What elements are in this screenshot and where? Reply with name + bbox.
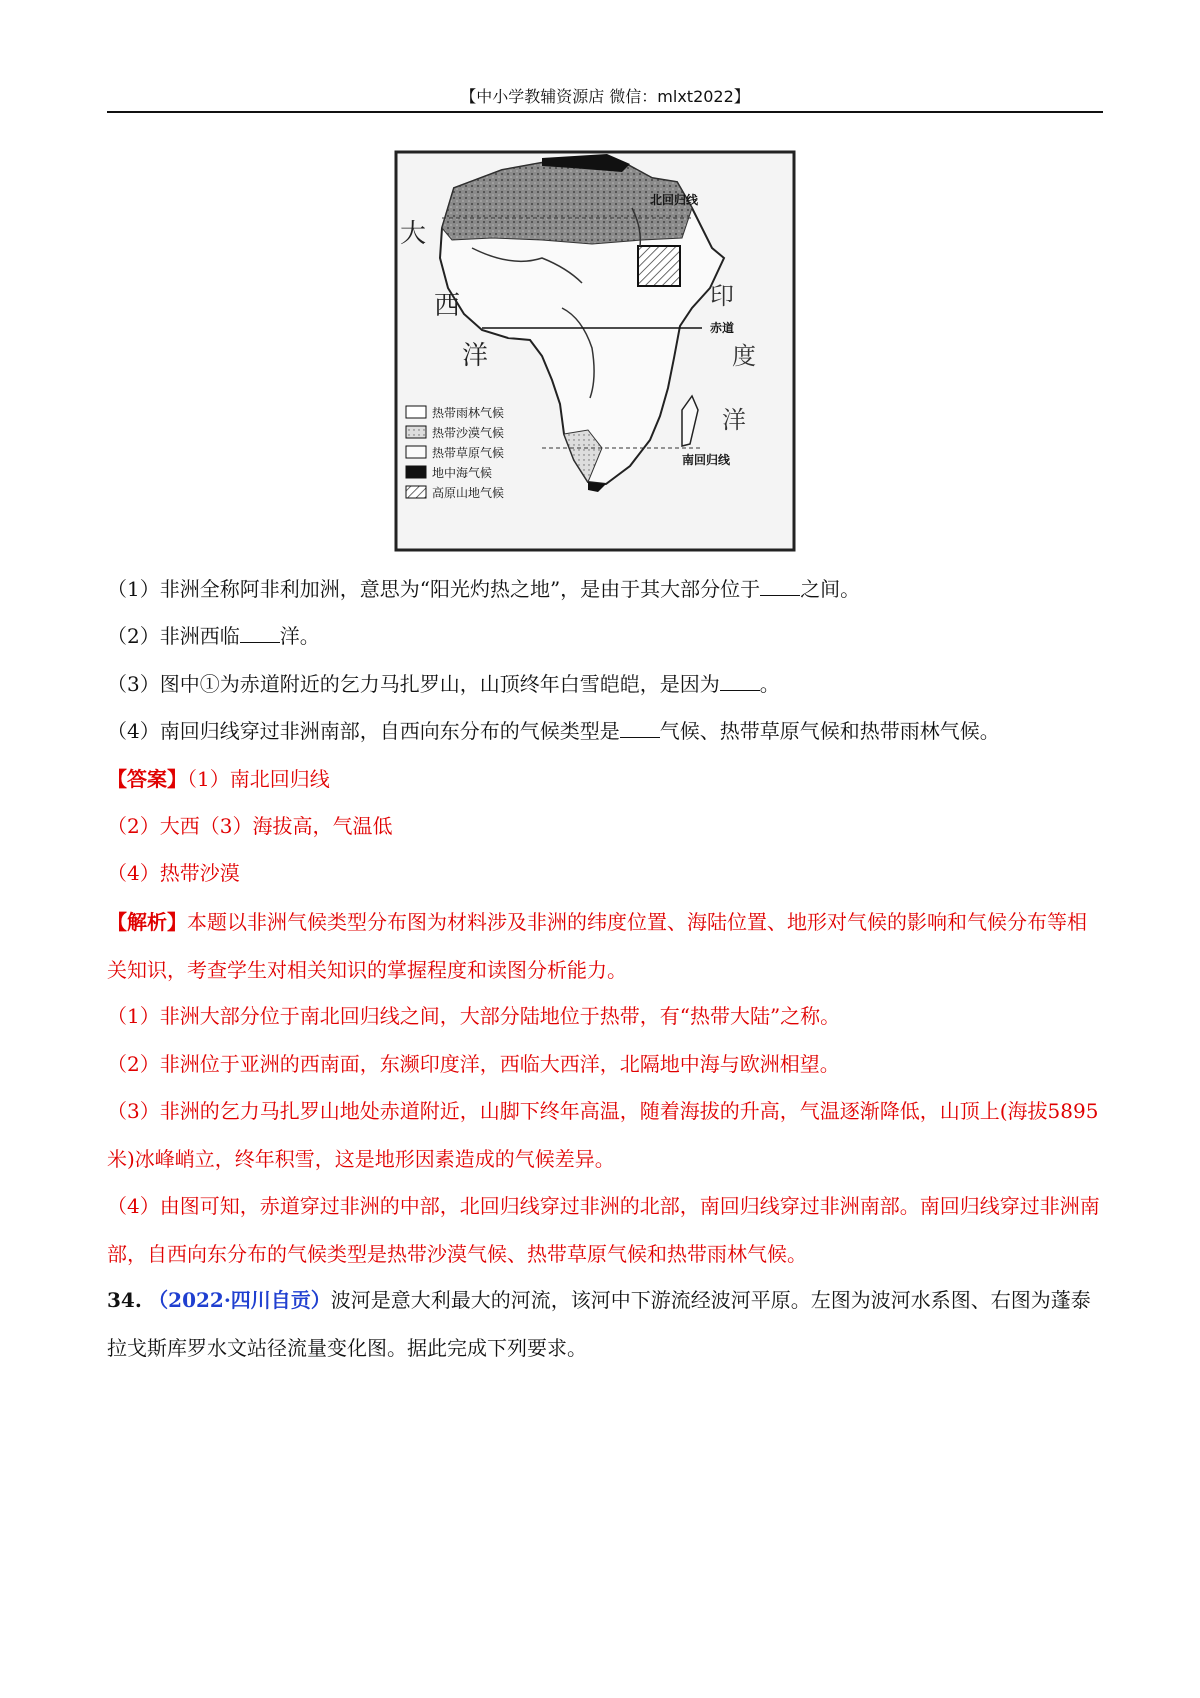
header-divider [107, 111, 1103, 113]
analysis-p4: （4）由图可知，赤道穿过非洲的中部，北回归线穿过非洲的北部，南回归线穿过非洲南部。南回归线穿过非洲南部，自西向东分布的气候类型是热带沙漠气候、热带草原气候和热带雨林气候。 [107, 1194, 1100, 1266]
answer-blank [240, 624, 280, 643]
question-2-tail: 洋。 [279, 624, 320, 648]
question-3-tail: 。 [759, 672, 780, 696]
legend-savanna: 热带草原气候 [432, 446, 505, 460]
analysis-intro-text: 本题以非洲气候类型分布图为材料涉及非洲的纬度位置、海陆位置、地形对气候的影响和气候分布等相关知识，考查学生对相关知识的掌握程度和读图分析能力。 [107, 910, 1087, 982]
analysis-p1: （1）非洲大部分位于南北回归线之间，大部分陆地位于热带，有“热带大陆”之称。 [107, 1004, 841, 1028]
question-4-text: （4）南回归线穿过非洲南部，自西向东分布的气候类型是 [107, 719, 620, 743]
answer-blank [720, 672, 760, 691]
answer-blank [760, 577, 800, 596]
question-1-text: （1）非洲全称阿非利加洲，意思为“阳光灼热之地”，是由于其大部分位于 [107, 577, 761, 601]
label-equator: 赤道 [710, 321, 735, 335]
analysis-p2: （2）非洲位于亚洲的西南面，东濒印度洋，西临大西洋，北隔地中海与欧洲相望。 [107, 1052, 840, 1076]
legend-mediterranean: 地中海气候 [432, 466, 493, 480]
answer-line-1 [107, 764, 330, 794]
legend-highland: 高原山地气候 [432, 486, 505, 500]
analysis-intro [107, 898, 1103, 994]
question-4-tail: 气候、热带草原气候和热带雨林气候。 [659, 719, 1000, 743]
page-header: 【中小学教辅资源店 微信：mlxt2022】 [460, 87, 750, 106]
question-34-number: 34. [107, 1288, 142, 1312]
label-ocean-w3: 洋 [462, 341, 489, 371]
label-ocean-w1: 大 [400, 219, 427, 249]
legend-swatch-desert [406, 426, 426, 438]
answer-line-3: （4）热带沙漠 [107, 861, 240, 885]
question-3 [107, 669, 780, 699]
label-tropic-north: 北回归线 [650, 193, 699, 207]
legend-desert: 热带沙漠气候 [432, 426, 505, 440]
analysis-tag: 【解析】 [107, 910, 187, 934]
africa-climate-map [392, 148, 798, 554]
answer-tag: 【答案】 [107, 767, 187, 791]
legend-swatch-highland [406, 486, 426, 498]
answer-blank [620, 719, 660, 738]
analysis-p3: （3）非洲的乞力马扎罗山地处赤道附近，山脚下终年高温，随着海拔的升高，气温逐渐降低，山顶上(海拔5895米)冰峰峭立，终年积雪，这是地形因素造成的气候差异。 [107, 1099, 1099, 1171]
question-34-source: （2022·四川自贡） [148, 1288, 331, 1312]
legend-swatch-savanna [406, 446, 426, 458]
question-2-text: （2）非洲西临 [107, 624, 240, 648]
question-3-text: （3）图中①为赤道附近的乞力马扎罗山，山顶终年白雪皑皑，是因为 [107, 672, 720, 696]
question-34 [107, 1276, 1103, 1372]
question-34-text: 波河是意大利最大的河流，该河中下游流经波河平原。左图为波河水系图、右图为蓬泰拉戈斯库罗水文站径流量变化图。据此完成下列要求。 [107, 1288, 1091, 1360]
question-4 [107, 716, 1000, 746]
label-ocean-e2: 度 [732, 342, 756, 370]
answer-line-2: （2）大西（3）海拔高，气温低 [107, 814, 393, 838]
legend-swatch-rainforest [406, 406, 426, 418]
label-ocean-e1: 印 [710, 282, 734, 310]
label-ocean-e3: 洋 [722, 406, 746, 434]
question-1-tail: 之间。 [800, 577, 861, 601]
answer-text-1: （1）南北回归线 [187, 767, 330, 791]
label-tropic-south: 南回归线 [682, 453, 731, 467]
legend-rainforest: 热带雨林气候 [432, 406, 505, 420]
question-1 [107, 574, 860, 604]
label-ocean-w2: 西 [434, 291, 461, 321]
legend-swatch-mediterranean [406, 466, 426, 478]
question-2 [107, 621, 320, 651]
highland-region [638, 246, 680, 286]
